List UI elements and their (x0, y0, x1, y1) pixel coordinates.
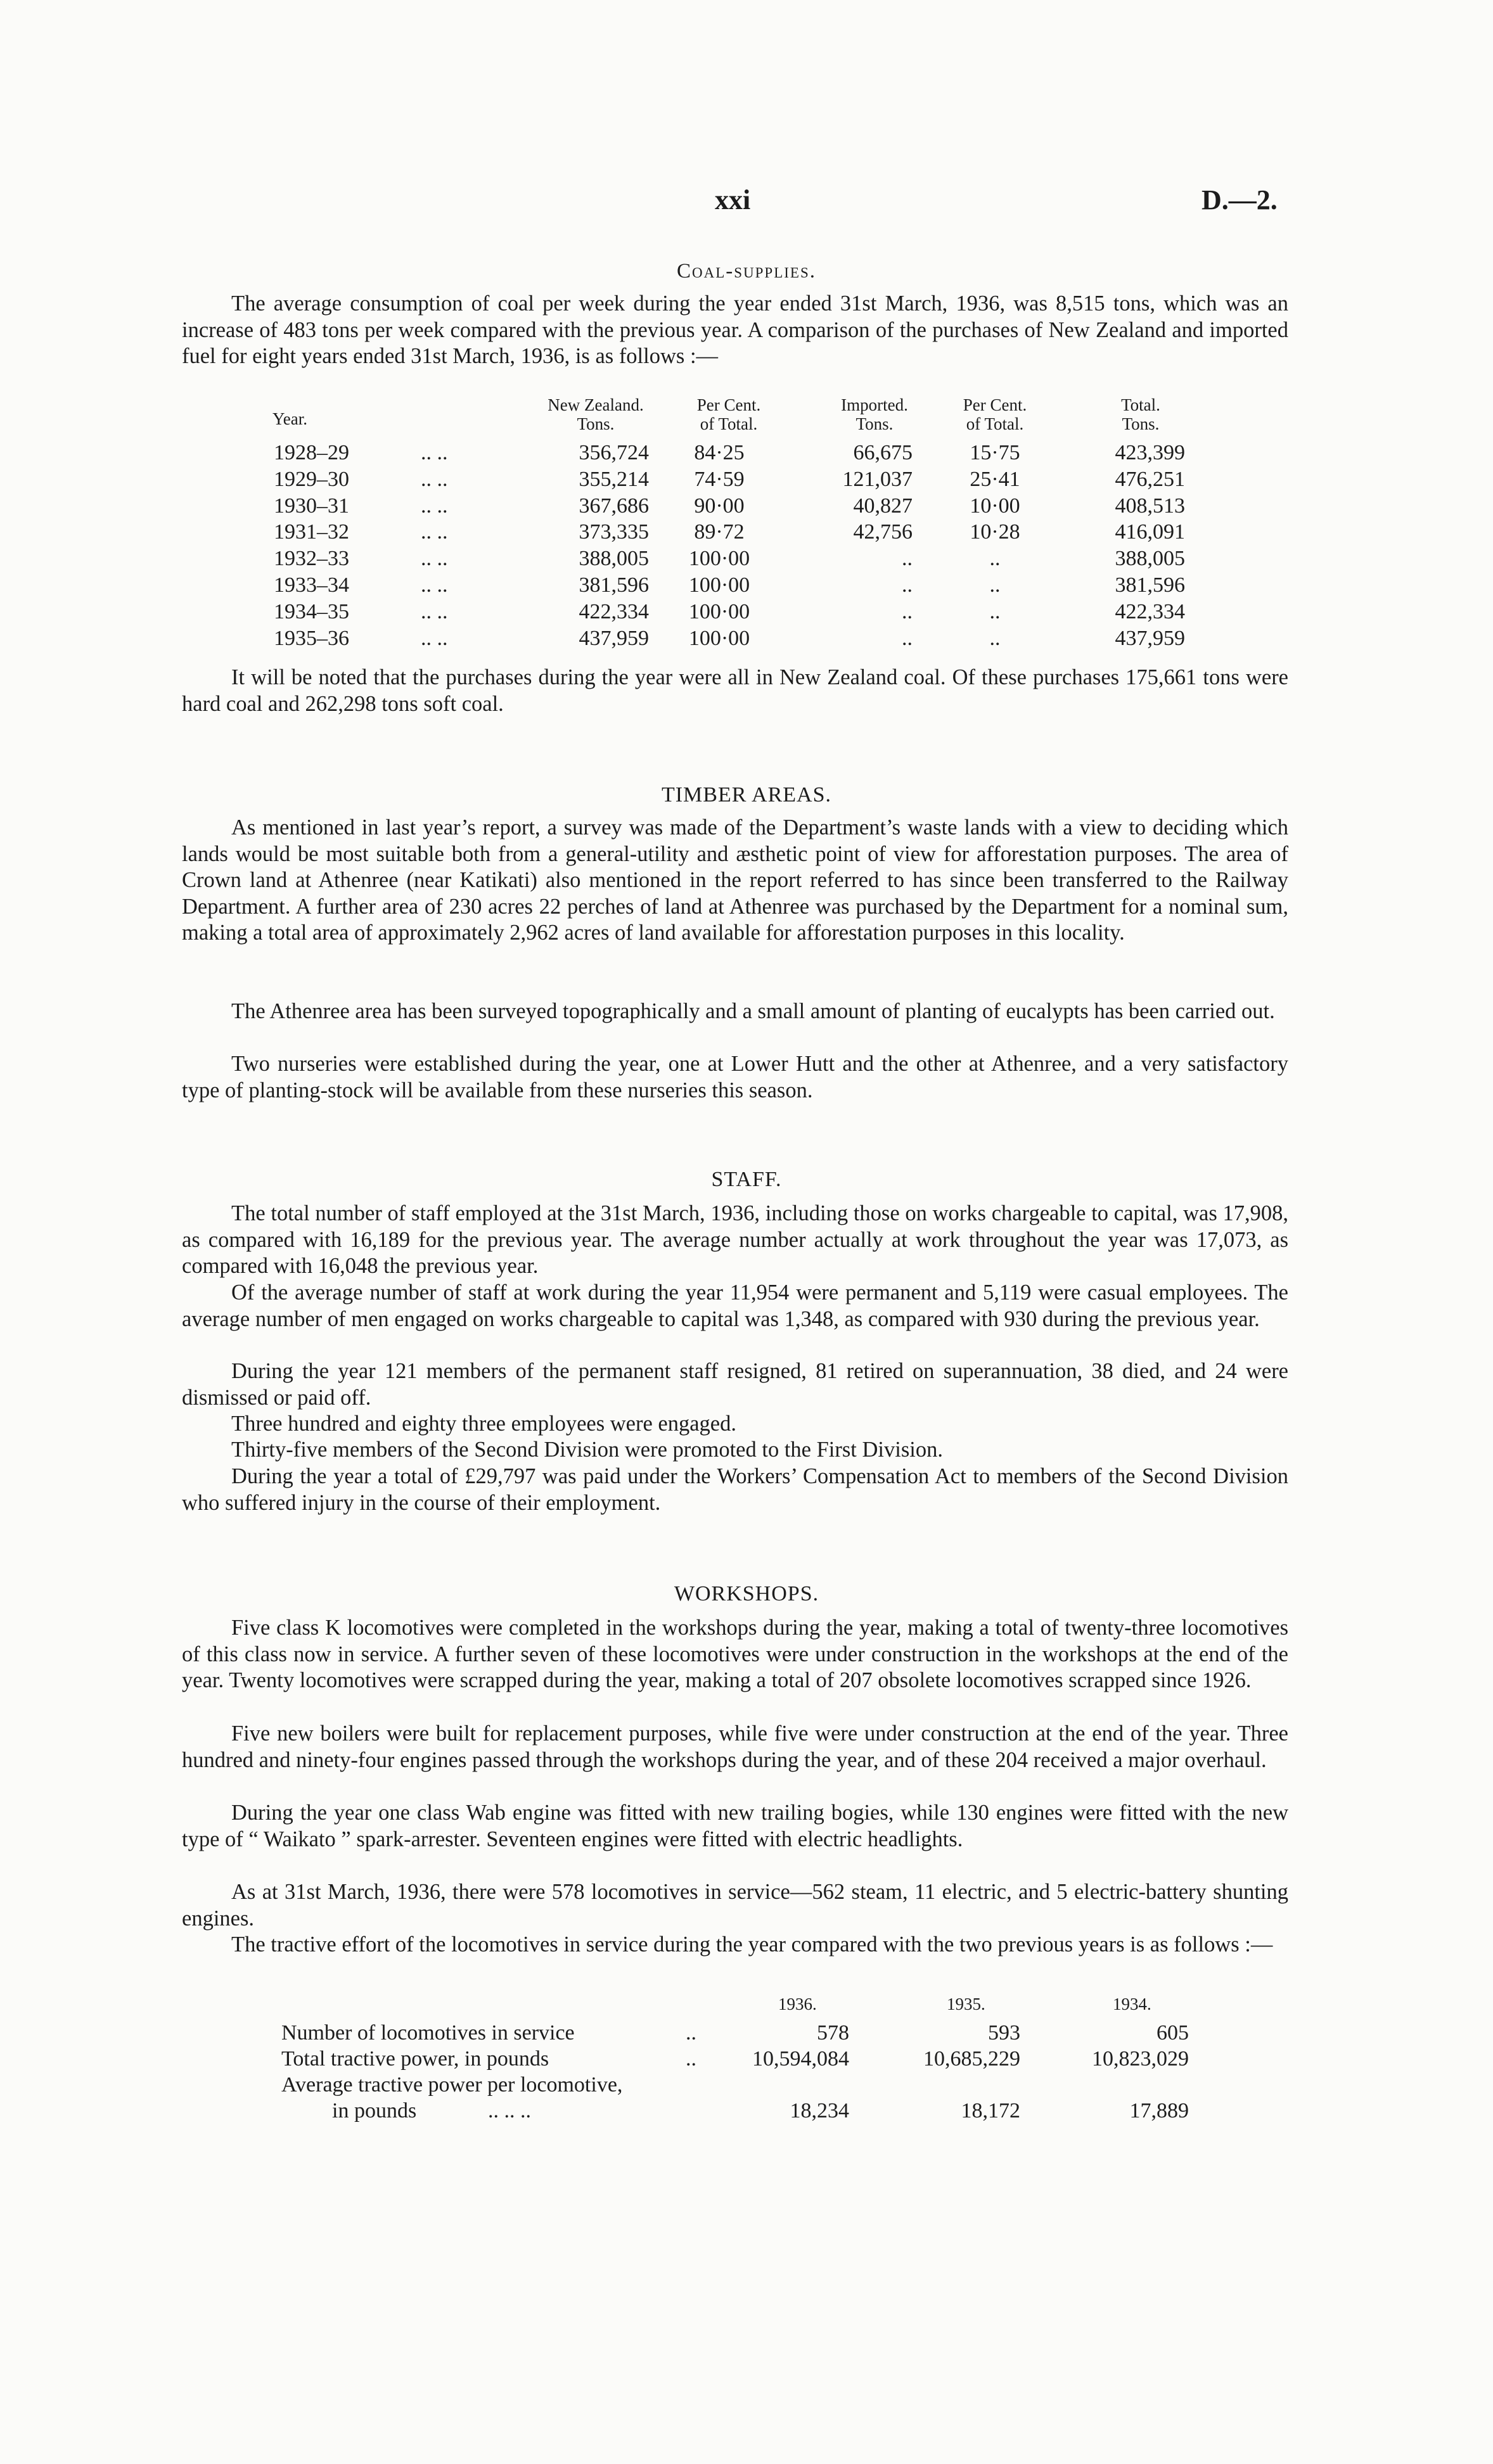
coal-leader-dots: .. .. (421, 467, 448, 491)
coal-nz-tons-cell: 381,596 (579, 573, 649, 597)
staff-paragraph-4: Three hundred and eighty three employees were engaged. (231, 1412, 736, 1436)
coal-intro-paragraph: The average consumption of coal per week during the year ended 31st March, 1936, was 8,515 tons, which was an increase of 483 tons per week compared with the previous year. A comparison of the purchases of New Zealand and imported fuel for eight years ended 31st March, 1936, is as follows :— (182, 291, 1288, 368)
coal-imported-tons-cell: .. (902, 573, 913, 597)
coal-nz-percent-cell: 74·59 (694, 467, 745, 491)
tractive-row-label: Total tractive power, in pounds (281, 2047, 549, 2071)
tractive-value-1935: 18,172 (961, 2099, 1020, 2122)
coal-nz-tons-cell: 367,686 (579, 494, 649, 518)
workshops-paragraph-2: Five new boilers were built for replacement purposes, while five were under construction at the end of the year. Three hundred and ninety-four engines passed through the workshops during the year, and of these 204 received a major overhaul. (182, 1721, 1288, 1772)
coal-total-tons-cell: 416,091 (1115, 520, 1185, 544)
coal-imported-tons-cell: 121,037 (842, 467, 913, 491)
timber-paragraph-2: The Athenree area has been surveyed topographically and a small amount of planting of eucalypts has been carried out. (231, 999, 1275, 1023)
coal-table-row (0, 573, 1493, 600)
coal-table-row (0, 600, 1493, 627)
coal-year-cell: 1933–34 (274, 573, 349, 597)
coal-imported-tons-cell: .. (902, 599, 913, 623)
coal-col-year: Year. (272, 409, 308, 428)
staff-paragraph-2: Of the average number of staff at work during the year 11,954 were permanent and 5,119 were casual employees. The average number of men engaged on works chargeable to capital was 1,348, as compared with 930 during the previous year. (182, 1280, 1288, 1331)
coal-total-tons-cell: 388,005 (1115, 547, 1185, 571)
coal-nz-percent-cell: 100·00 (688, 547, 750, 571)
tractive-row-leader-dots: .. .. .. (488, 2099, 531, 2122)
coal-nz-percent-cell: 84·25 (694, 441, 745, 464)
coal-col-imported: Imported. Tons. (841, 395, 908, 433)
coal-nz-percent-cell: 100·00 (688, 599, 750, 623)
coal-table-row (0, 520, 1493, 547)
tractive-value-1934: 605 (1157, 2021, 1189, 2045)
coal-total-tons-cell: 476,251 (1115, 467, 1185, 491)
coal-nz-percent-cell: 89·72 (694, 520, 745, 544)
coal-year-cell: 1935–36 (274, 626, 349, 650)
staff-paragraph-3: During the year 121 members of the permanent staff resigned, 81 retired on superannuation, 38 died, and 24 were dismissed or paid off. (182, 1359, 1288, 1410)
year-1936-header: 1936. (778, 1995, 817, 2014)
coal-nz-tons-cell: 373,335 (579, 520, 649, 544)
coal-note-paragraph: It will be noted that the purchases during the year were all in New Zealand coal. Of these purchases 175,661 tons were hard coal and 262,298 tons soft coal. (182, 665, 1288, 716)
tractive-value-1934: 17,889 (1129, 2099, 1189, 2122)
workshops-paragraph-5: The tractive effort of the locomotives in service during the year compared with the two previous years is as follows :— (231, 1932, 1273, 1957)
coal-nz-percent-cell: 100·00 (688, 626, 750, 650)
coal-total-tons-cell: 408,513 (1115, 494, 1185, 518)
timber-paragraph-1: As mentioned in last year’s report, a survey was made of the Department’s waste lands with a view to deciding which lands would be most suitable both from a general-utility and æsthetic point of view for afforestation purposes. The area of Crown land at Athenree (near Katikati) also mentioned in the report referred to has since been transferred to the Railway Department. A further area of 230 acres 22 perches of land at Athenree was purchased by the Department for a nominal sum, making a total area of approximately 2,962 acres of land available for afforestation purposes in this locality. (182, 815, 1288, 945)
workshops-paragraph-4: As at 31st March, 1936, there were 578 locomotives in service—562 steam, 11 electric, and 5 electric-battery shunting engines. (182, 1880, 1288, 1931)
timber-areas-heading: TIMBER AREAS. (661, 783, 832, 807)
coal-leader-dots: .. .. (421, 520, 448, 544)
tractive-row-label: Average tractive power per locomotive, (281, 2073, 623, 2097)
coal-table-row (0, 627, 1493, 653)
coal-col-imported-percent: Per Cent. of Total. (963, 395, 1027, 433)
series-code: D.—2. (1201, 184, 1278, 215)
coal-leader-dots: .. .. (421, 441, 448, 464)
staff-paragraph-5: Thirty-five members of the Second Division were promoted to the First Division. (231, 1438, 943, 1462)
coal-imported-tons-cell: .. (902, 547, 913, 571)
coal-leader-dots: .. .. (421, 573, 448, 597)
year-1935-header: 1935. (947, 1995, 985, 2014)
coal-supplies-heading: Coal-supplies. (676, 260, 817, 283)
staff-paragraph-6: During the year a total of £29,797 was paid under the Workers’ Compensation Act to members of the Second Division who suffered injury in the course of their employment. (182, 1464, 1288, 1515)
coal-imported-percent-cell: 10·28 (970, 520, 1020, 544)
coal-nz-tons-cell: 355,214 (579, 467, 649, 491)
coal-nz-tons-cell: 437,959 (579, 626, 649, 650)
staff-heading: STAFF. (711, 1168, 782, 1191)
coal-leader-dots: .. .. (421, 494, 448, 518)
tractive-row-label: Number of locomotives in service (281, 2021, 575, 2045)
coal-leader-dots: .. .. (421, 599, 448, 623)
tractive-value-1935: 593 (988, 2021, 1020, 2045)
staff-paragraph-1: The total number of staff employed at the 31st March, 1936, including those on works chargeable to capital, was 17,908, as compared with 16,189 for the previous year. The average number actually at work throughout the year was 17,073, as compared with 16,048 the previous year. (182, 1201, 1288, 1278)
coal-nz-tons-cell: 422,334 (579, 599, 649, 623)
coal-imported-tons-cell: 42,756 (853, 520, 913, 544)
coal-nz-tons-cell: 356,724 (579, 441, 649, 464)
coal-imported-tons-cell: 40,827 (853, 494, 913, 518)
coal-year-cell: 1928–29 (274, 441, 349, 464)
tractive-row-leader-dots: .. (686, 2047, 696, 2071)
tractive-value-1936: 10,594,084 (752, 2047, 849, 2071)
coal-nz-percent-cell: 90·00 (694, 494, 745, 518)
workshops-paragraph-3: During the year one class Wab engine was fitted with new trailing bogies, while 130 engines were fitted with the new type of “ Waikato ” spark-arrester. Seventeen engines were fitted with electric headlights. (182, 1801, 1288, 1851)
coal-leader-dots: .. .. (421, 626, 448, 650)
tractive-row-leader-dots: .. (686, 2021, 696, 2045)
coal-total-tons-cell: 422,334 (1115, 599, 1185, 623)
coal-leader-dots: .. .. (421, 547, 448, 571)
coal-year-cell: 1930–31 (274, 494, 349, 518)
tractive-row-label: in pounds (332, 2099, 417, 2122)
coal-nz-percent-cell: 100·00 (688, 573, 750, 597)
coal-total-tons-cell: 437,959 (1115, 626, 1185, 650)
coal-imported-tons-cell: .. (902, 626, 913, 650)
coal-table-row (0, 441, 1493, 468)
page-number: xxi (715, 184, 751, 215)
year-1934-header: 1934. (1113, 1995, 1151, 2014)
coal-imported-percent-cell: .. (989, 547, 1001, 571)
coal-year-cell: 1931–32 (274, 520, 349, 544)
coal-total-tons-cell: 381,596 (1115, 573, 1185, 597)
tractive-value-1935: 10,685,229 (923, 2047, 1020, 2071)
coal-imported-percent-cell: .. (989, 599, 1001, 623)
coal-col-nz: New Zealand. Tons. (548, 395, 644, 433)
coal-imported-tons-cell: 66,675 (853, 441, 913, 464)
coal-year-cell: 1932–33 (274, 547, 349, 571)
coal-year-cell: 1934–35 (274, 599, 349, 623)
coal-imported-percent-cell: .. (989, 626, 1001, 650)
coal-imported-percent-cell: 15·75 (970, 441, 1020, 464)
coal-imported-percent-cell: .. (989, 573, 1001, 597)
tractive-value-1936: 18,234 (790, 2099, 849, 2122)
timber-paragraph-3: Two nurseries were established during the year, one at Lower Hutt and the other at Athenree, and a very satisfactory type of planting-stock will be available from these nurseries this season. (182, 1052, 1288, 1102)
coal-imported-percent-cell: 25·41 (970, 467, 1020, 491)
coal-nz-tons-cell: 388,005 (579, 547, 649, 571)
workshops-heading: WORKSHOPS. (674, 1582, 819, 1605)
coal-year-cell: 1929–30 (274, 467, 349, 491)
coal-col-total: Total. Tons. (1121, 395, 1160, 433)
coal-table-row (0, 547, 1493, 573)
coal-table-row (0, 494, 1493, 521)
tractive-value-1936: 578 (817, 2021, 849, 2045)
coal-total-tons-cell: 423,399 (1115, 441, 1185, 464)
coal-table-row (0, 468, 1493, 494)
workshops-paragraph-1: Five class K locomotives were completed in the workshops during the year, making a total of twenty-three locomotives of this class now in service. A further seven of these locomotives were under construction in the workshops at the end of the year. Twenty locomotives were scrapped during the year, making a total of 207 obsolete locomotives scrapped since 1926. (182, 1616, 1288, 1692)
tractive-value-1934: 10,823,029 (1092, 2047, 1189, 2071)
coal-imported-percent-cell: 10·00 (970, 494, 1020, 518)
coal-col-nz-percent: Per Cent. of Total. (696, 395, 761, 433)
